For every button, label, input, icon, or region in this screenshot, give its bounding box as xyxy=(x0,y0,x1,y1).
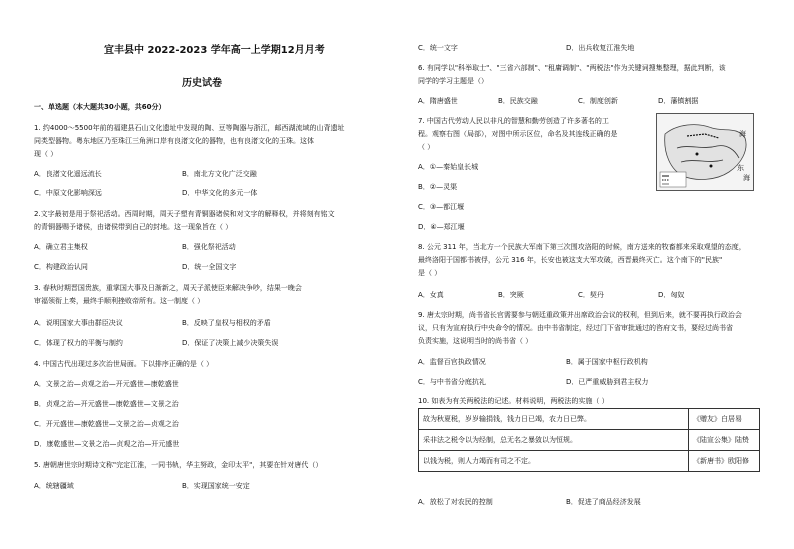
exam-subtitle: 历史试卷 xyxy=(182,78,222,89)
table-cell-quote: 以钱为税，则人力竭而有司之不定。 xyxy=(419,451,689,472)
q9-option-c[interactable]: C．与中书省分庭抗礼 xyxy=(418,378,486,386)
q2-option-d[interactable]: D．统一全国文字 xyxy=(182,263,237,271)
q1-option-b[interactable]: B．南北方文化广泛交融 xyxy=(182,170,257,178)
q9-option-b[interactable]: B．属于国家中枢行政机构 xyxy=(566,358,648,366)
q8-option-a[interactable]: A．女真 xyxy=(418,291,444,299)
q1-option-d[interactable]: D．中华文化的多元一体 xyxy=(182,189,258,197)
q4-option-a[interactable]: A．文景之治—贞观之治—开元盛世—康乾盛世 xyxy=(34,380,179,388)
table-row xyxy=(419,451,760,472)
q8-option-c[interactable]: C．契丹 xyxy=(578,291,604,299)
q6-option-d[interactable]: D．藩镇割据 xyxy=(658,97,699,105)
q5-option-a[interactable]: A．统辖疆域 xyxy=(34,482,74,490)
q8-option-d[interactable]: D．匈奴 xyxy=(658,291,685,299)
q2-line: 的青铜器赐予诸侯，由诸侯带到自己的封地。这一现象旨在（ ） xyxy=(34,223,233,231)
q2-option-b[interactable]: B．强化祭祀活动 xyxy=(182,243,236,251)
q9-option-d[interactable]: D．已严重威胁到君主权力 xyxy=(566,378,649,386)
q5-option-d[interactable]: D．出兵收复江淮失地 xyxy=(566,44,635,52)
q6-line: 6. 有同学以"科举取士"、"三省六部制"、"租庸调制"、"两税法"作为关键词搜集整理，据此判断，该 xyxy=(418,64,726,72)
q6-option-c[interactable]: C．制度创新 xyxy=(578,97,618,105)
q5-option-c[interactable]: C．统一文字 xyxy=(418,44,458,52)
q9-line: 9. 唐太宗时期，尚书省长官需要参与朝廷重政策并出席政治会议的权利，但到后来，就不要再执行政治会 xyxy=(418,311,742,319)
q10-option-a[interactable]: A．放松了对农民的控制 xyxy=(418,498,493,506)
q6-option-b[interactable]: B．民族交融 xyxy=(498,97,538,105)
q1-line: 1. 约4000～5500年前的福建县石山文化遗址中发现的陶、豆等陶器与浙江，邮西湖流域的山背遗址 xyxy=(34,124,345,132)
q8-line: 最终洛阳于国都书被俘，公元 316 年，长安也被这支大军攻破，西晋最终灭亡。这个南下的"民族" xyxy=(418,256,723,264)
q8-option-b[interactable]: B．突厥 xyxy=(498,291,524,299)
source-table xyxy=(418,408,760,472)
q9-line: 负责实施，这说明当时的尚书省（ ） xyxy=(418,337,533,345)
q7-line: 程。观察右图（局部），对图中所示区位，命名及其连线正确的是 xyxy=(418,130,618,138)
section-heading: 一、单选题（本大题共30小题，共60分） xyxy=(34,103,166,111)
q7-line: 7. 中国古代劳动人民以非凡的智慧和勤劳创造了许多著名的工 xyxy=(418,117,609,125)
q4-option-b[interactable]: B．贞观之治—开元盛世—康乾盛世—文景之治 xyxy=(34,400,179,408)
q4-option-c[interactable]: C．开元盛世—康乾盛世—文景之治—贞观之治 xyxy=(34,420,179,428)
table-row xyxy=(419,409,760,430)
q2-option-c[interactable]: C．构建政治认同 xyxy=(34,263,88,271)
map-figure xyxy=(656,113,754,191)
q3-option-d[interactable]: D．保证了决策上减少决策失误 xyxy=(182,339,279,347)
q7-line: （ ） xyxy=(418,143,435,151)
table-cell-source: 《赠友》白居易 xyxy=(689,409,760,430)
q4-option-d[interactable]: D．康乾盛世—文景之治—贞观之治—开元盛世 xyxy=(34,440,180,448)
china-map-illustration xyxy=(657,114,753,190)
q7-option-d[interactable]: D．④—郑江堰 xyxy=(418,223,465,231)
q9-line: 议，只有为宣府执行中央命令的情况。由中书省制定，经过门下省审批通过的咨府文书，要经过尚书省 xyxy=(418,324,733,332)
exam-title: 宜丰县中 2022-2023 学年高一上学期12月月考 xyxy=(104,45,325,56)
table-cell-quote: 采非法之税令以为经制，总无名之暴敛以为恒规。 xyxy=(419,430,689,451)
q3-line: 3. 春秋时期晋国贵族，重掌国大事及日渐新之，周天子派使臣来解决争吵，结果一晚会 xyxy=(34,284,302,292)
q9-option-a[interactable]: A．监督百官执政情况 xyxy=(418,358,486,366)
q8-line: 8. 公元 311 年，当北方一个民族大军南下第三次围攻洛阳的时候，南方送来的牧畜都来采取观望的态度， xyxy=(418,243,746,251)
map-label: 海 xyxy=(743,174,750,182)
q7-option-c[interactable]: C．③—都江堰 xyxy=(418,203,465,211)
q1-line: 同类型器物。粤东地区乃至珠江三角洲口岸有良渚文化的器物，也有良渚文化的玉珠。这体 xyxy=(34,137,314,145)
q1-option-c[interactable]: C．中原文化影响深远 xyxy=(34,189,102,197)
table-cell-source: 《新唐书》欧阳修 xyxy=(689,451,760,472)
q10-option-b[interactable]: B．促进了商品经济发展 xyxy=(566,498,641,506)
q3-option-b[interactable]: B．反映了皇权与相权的矛盾 xyxy=(182,319,271,327)
table-cell-source: 《陆宣公集》陆贽 xyxy=(689,430,760,451)
table-row xyxy=(419,430,760,451)
q2-option-a[interactable]: A．确立君主集权 xyxy=(34,243,88,251)
q10-line: 10. 如表为有关两税法的记述。材料说明，两税法的实施（ ） xyxy=(418,397,609,405)
q3-option-a[interactable]: A．说明国家大事由群臣决议 xyxy=(34,319,123,327)
map-label: 东 xyxy=(737,164,744,172)
table-cell-quote: 故为秋夏税，岁岁输捐钱，钱力日已竭，农力日已弊。 xyxy=(419,409,689,430)
q5-line: 5. 唐朝唐世宗时期诗文称"完定江淮，一同书轨，华主努政，金印太平"，其要在针对唐代（） xyxy=(34,461,323,469)
q6-option-a[interactable]: A．隋唐盛世 xyxy=(418,97,458,105)
q3-line: 审福领衔上奏，最终手顺利挫败帝所有。这一制度（ ） xyxy=(34,297,205,305)
q2-line: 2.文字最初是用于祭祀活动。西周时期，周天子塑有青铜器诸侯和对文字的解释权，并将刻有铭文 xyxy=(34,210,335,218)
q7-option-b[interactable]: B．②—灵渠 xyxy=(418,183,458,191)
q5-option-b[interactable]: B．实现国家统一安定 xyxy=(182,482,250,490)
q1-line: 现（ ） xyxy=(34,150,58,158)
q7-option-a[interactable]: A．①—秦始皇长城 xyxy=(418,163,479,171)
q6-line: 同学的学习主题是（） xyxy=(418,77,488,85)
q1-option-a[interactable]: A．良渚文化遥远流长 xyxy=(34,170,102,178)
map-label: 海 xyxy=(739,130,746,138)
q3-option-c[interactable]: C．体现了权力的平衡与制约 xyxy=(34,339,123,347)
q8-line: 是（ ） xyxy=(418,269,442,277)
q4-line: 4. 中国古代出现过多次治世局面。下以排序正确的是（ ） xyxy=(34,360,214,368)
